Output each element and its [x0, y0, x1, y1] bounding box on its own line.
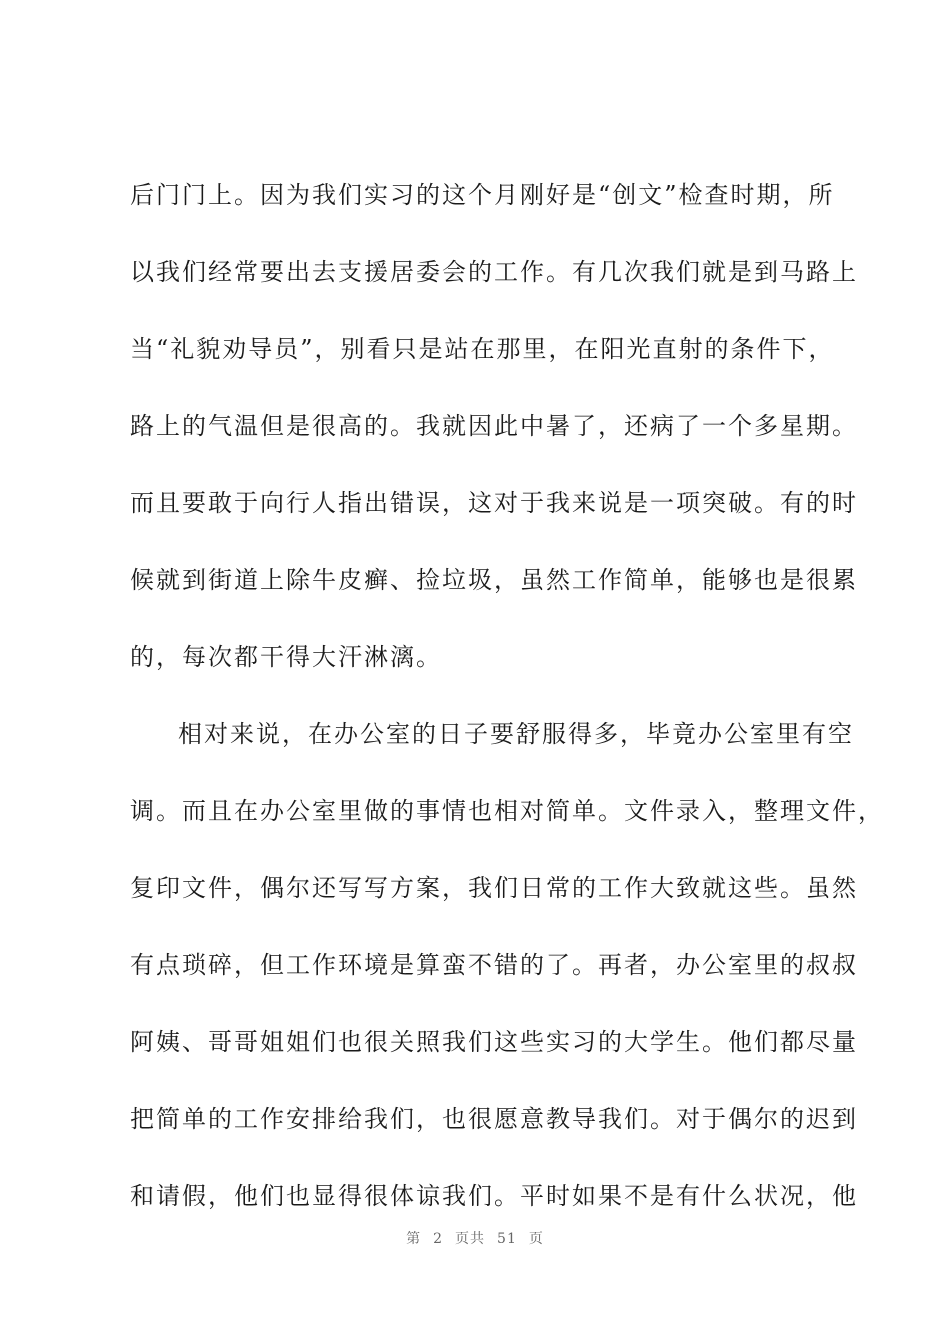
paragraph-start-line: 相对来说，在办公室的日子要舒服得多，毕竟办公室里有空 — [178, 720, 854, 748]
text-line: 把简单的工作安排给我们，也很愿意教导我们。对于偶尔的迟到 — [130, 1105, 858, 1133]
text-line: 而且要敢于向行人指出错误，这对于我来说是一项突破。有的时 — [130, 489, 858, 517]
text-line: 调。而且在办公室里做的事情也相对简单。文件录入，整理文件， — [130, 797, 884, 825]
text-line: 有点琐碎，但工作环境是算蛮不错的了。再者，办公室里的叔叔 — [130, 951, 858, 979]
text-line: 当“礼貌劝导员”，别看只是站在那里，在阳光直射的条件下， — [130, 335, 835, 363]
footer-page-number: 2 — [433, 1231, 444, 1247]
text-line: 候就到街道上除牛皮癣、捡垃圾，虽然工作简单，能够也是很累 — [130, 566, 858, 594]
text-line: 阿姨、哥哥姐姐们也很关照我们这些实习的大学生。他们都尽量 — [130, 1028, 858, 1056]
footer-suffix: 页 — [528, 1231, 544, 1247]
text-line: 和请假，他们也显得很体谅我们。平时如果不是有什么状况，他 — [130, 1182, 858, 1210]
text-line: 后门门上。因为我们实习的这个月刚好是“创文”检查时期，所 — [130, 181, 835, 209]
text-line: 复印文件，偶尔还写写方案，我们日常的工作大致就这些。虽然 — [130, 874, 858, 902]
text-line: 路上的气温但是很高的。我就因此中暑了，还病了一个多星期。 — [130, 412, 858, 440]
footer-total-pages: 51 — [497, 1231, 517, 1247]
text-line: 的，每次都干得大汗淋漓。 — [130, 643, 442, 671]
page-footer — [0, 1228, 950, 1248]
footer-middle: 页共 — [455, 1231, 486, 1247]
text-line: 以我们经常要出去支援居委会的工作。有几次我们就是到马路上 — [130, 258, 858, 286]
footer-prefix: 第 — [406, 1231, 422, 1247]
